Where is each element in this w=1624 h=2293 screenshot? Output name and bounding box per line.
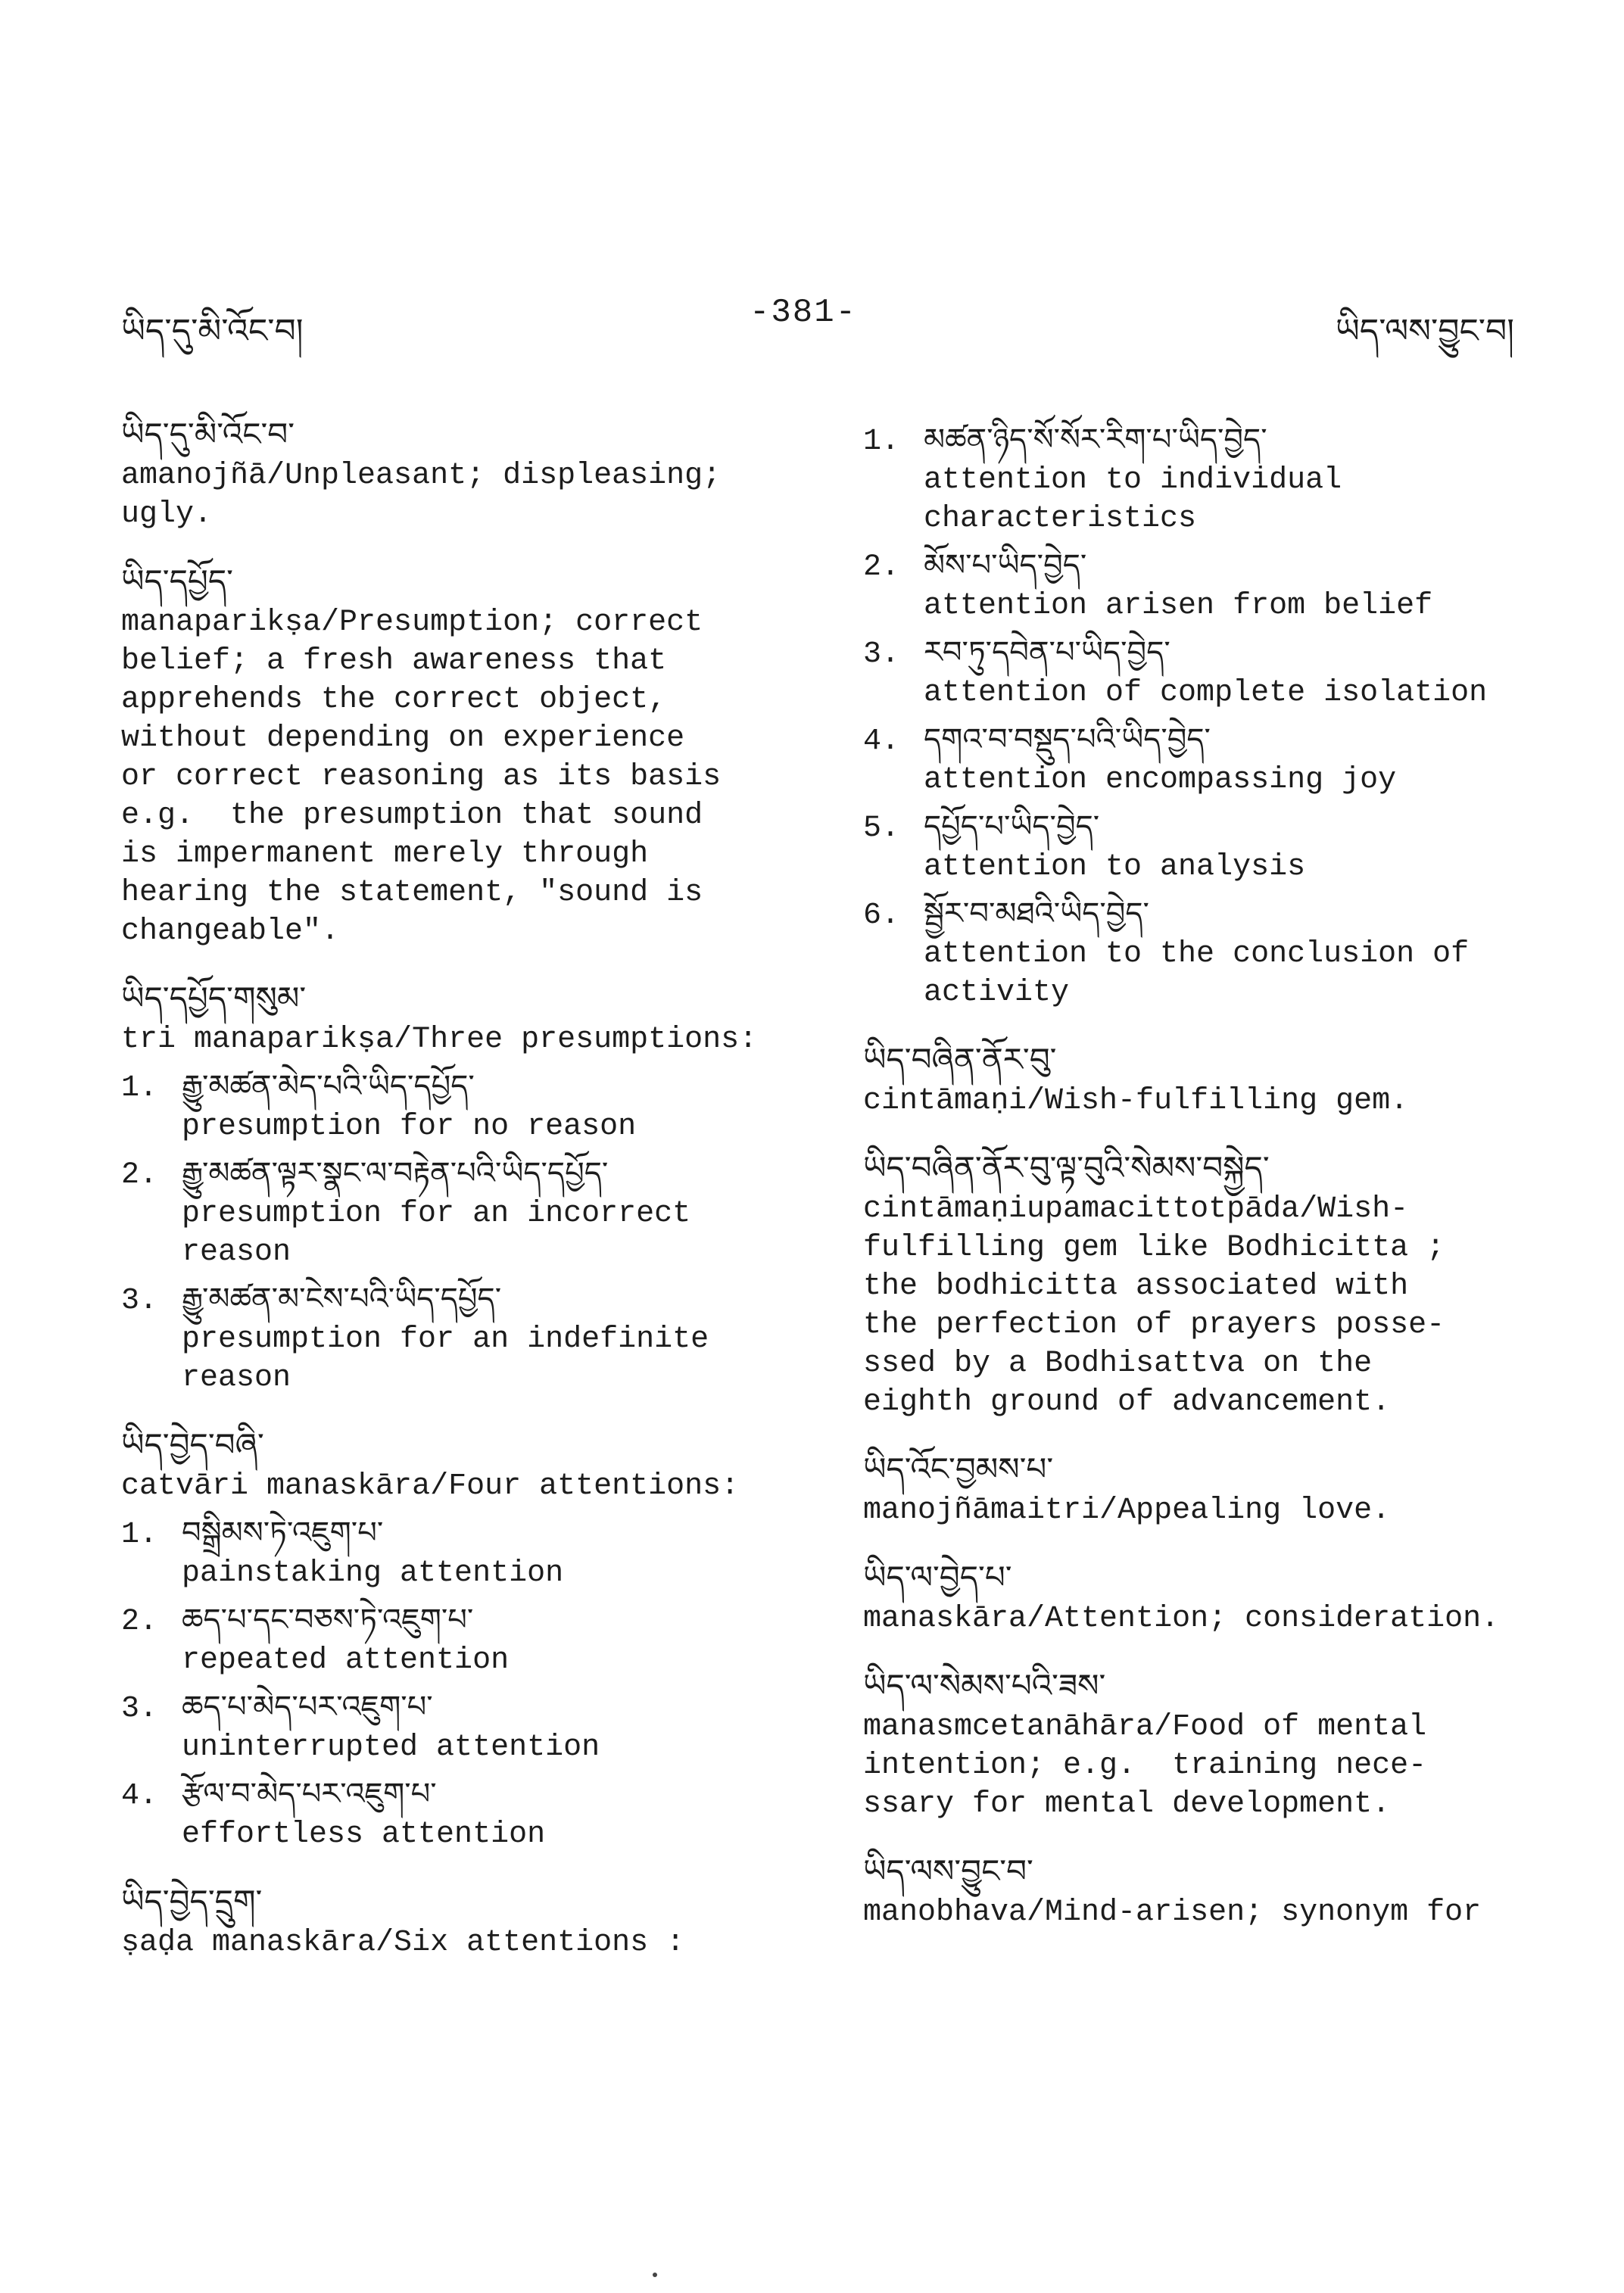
entry-headword: ཡིད་དུ་མི་འོང་བ་ xyxy=(121,416,295,453)
item-number: 1. xyxy=(121,1518,158,1552)
numbered-item xyxy=(863,805,1590,886)
item-tibetan: རྩོལ་བ་མེད་པར་འཇུག་པ་ xyxy=(182,1777,437,1812)
dictionary-entry xyxy=(863,419,1590,1012)
entry-definition: cintāmaṇiupamacittotpāda/Wish- fulfilling gem like Bodhicitta ; the bodhicitta associated with the perfection of prayers posse- ssed by a Bodhisattva on the eighth ground of advancement. xyxy=(863,1192,1445,1419)
header-right-title: ཡིད་ལས་བྱུང་བ། xyxy=(1335,312,1514,350)
item-tibetan: རྒྱུ་མཚན་མ་ངེས་པའི་ཡིད་དཔྱོད་ xyxy=(182,1282,502,1316)
item-tibetan: མཚན་ཉིད་སོ་སོར་རིག་པ་ཡིད་བྱེད་ xyxy=(924,422,1267,457)
item-number: 2. xyxy=(121,1605,158,1639)
entry-headword: ཡིད་དཔྱོད་གསུམ་ xyxy=(121,980,307,1017)
item-translation: effortless attention xyxy=(182,1818,546,1852)
entry-headword: ཡིད་བྱེད་བཞི་ xyxy=(121,1426,264,1463)
numbered-item xyxy=(121,1152,803,1272)
entry-definition: tri manaparikṣa/Three presumptions: xyxy=(121,1023,758,1057)
dictionary-entry xyxy=(863,1447,1590,1530)
item-tibetan: དཔྱོད་པ་ཡིད་བྱེད་ xyxy=(924,809,1100,844)
numbered-item xyxy=(863,631,1590,712)
dictionary-entry xyxy=(863,1556,1590,1638)
entry-definition: catvāri manaskāra/Four attentions: xyxy=(121,1469,740,1503)
dictionary-entry xyxy=(863,1664,1590,1824)
left-column xyxy=(121,413,803,1988)
entry-headword: ཡིད་འོང་བྱམས་པ་ xyxy=(863,1450,1054,1488)
item-translation: attention to individual characteristics xyxy=(924,463,1342,536)
item-translation: uninterrupted attention xyxy=(182,1731,600,1765)
dictionary-entry xyxy=(863,1146,1590,1422)
item-tibetan: ཆད་པ་མེད་པར་འཇུག་པ་ xyxy=(182,1690,433,1724)
entry-headword: ཡིད་བཞིན་ནོར་བུ་ xyxy=(863,1041,1057,1078)
numbered-item xyxy=(863,718,1590,799)
dictionary-entry xyxy=(863,1038,1590,1120)
item-number: 3. xyxy=(121,1692,158,1726)
dictionary-entry xyxy=(121,1880,803,1962)
item-tibetan: རྒྱུ་མཚན་མེད་པའི་ཡིད་དཔྱོད་ xyxy=(182,1069,475,1104)
item-tibetan: དགའ་བ་བསྡུད་པའི་ཡིད་བྱེད་ xyxy=(924,722,1211,757)
dictionary-entry xyxy=(863,1849,1590,1932)
entry-definition: ṣaḍa manaskāra/Six attentions : xyxy=(121,1926,685,1960)
header-left-title: ཡིད་དུ་མི་འོང་བ། xyxy=(121,312,304,350)
entry-headword: ཡིད་ལ་བྱེད་པ་ xyxy=(863,1559,1012,1596)
dictionary-entry xyxy=(121,413,803,534)
item-number: 4. xyxy=(121,1779,158,1813)
item-tibetan: རབ་ཏུ་དབེན་པ་ཡིད་བྱེད་ xyxy=(924,635,1170,670)
item-tibetan: སྦྱོར་བ་མཐའི་ཡིད་བྱེད་ xyxy=(924,896,1149,931)
entry-headword: ཡིད་ལས་བྱུང་བ་ xyxy=(863,1852,1033,1890)
item-number: 2. xyxy=(121,1158,158,1192)
item-number: 5. xyxy=(863,812,900,846)
page-number: -381- xyxy=(750,294,858,332)
entry-headword: ཡིད་བྱེད་དྲུག་ xyxy=(121,1883,263,1920)
entry-definition: cintāmaṇi/Wish-fulfilling gem. xyxy=(863,1084,1409,1118)
item-translation: painstaking attention xyxy=(182,1556,564,1590)
item-translation: attention to analysis xyxy=(924,850,1306,884)
numbered-item xyxy=(121,1065,803,1146)
item-translation: presumption for an incorrect reason xyxy=(182,1197,691,1270)
dictionary-entry xyxy=(121,977,803,1397)
item-number: 3. xyxy=(863,637,900,671)
numbered-item xyxy=(121,1773,803,1854)
item-tibetan: ཆད་པ་དང་བཅས་ཏེ་འཇུག་པ་ xyxy=(182,1603,474,1637)
item-translation: attention of complete isolation xyxy=(924,676,1488,710)
right-column xyxy=(863,413,1590,1958)
item-tibetan: བསྒྲིམས་ཏེ་འཇུག་པ་ xyxy=(182,1516,384,1550)
entry-definition: amanojñā/Unpleasant; displeasing; ugly. xyxy=(121,459,722,531)
entry-definition: manobhava/Mind-arisen; synonym for xyxy=(863,1896,1482,1930)
item-tibetan: མོས་པ་ཡིད་བྱེད་ xyxy=(924,548,1087,583)
item-number: 4. xyxy=(863,724,900,759)
item-translation: repeated attention xyxy=(182,1643,510,1678)
numbered-item xyxy=(121,1686,803,1767)
item-translation: attention encompassing joy xyxy=(924,763,1397,797)
scan-mark xyxy=(653,2273,657,2277)
entry-definition: manojñāmaitri/Appealing love. xyxy=(863,1494,1391,1528)
numbered-item xyxy=(121,1278,803,1397)
item-tibetan: རྒྱུ་མཚན་ལྟར་སྣང་ལ་བརྟེན་པའི་ཡིད་དཔྱོད་ xyxy=(182,1156,609,1191)
item-translation: presumption for an indefinite reason xyxy=(182,1323,709,1395)
entry-headword: ཡིད་དཔྱོད་ xyxy=(121,562,233,600)
entry-definition: manaskāra/Attention; consideration. xyxy=(863,1602,1500,1636)
item-number: 2. xyxy=(863,550,900,584)
item-number: 6. xyxy=(863,899,900,933)
entry-definition: manaparikṣa/Presumption; correct belief; a fresh awareness that apprehends the correct object, without depending on experience or correct reasoning as its basis e.g. the presumption that sound is impermanent merely through hearing the statement, "sound is changeable". xyxy=(121,606,722,949)
entry-headword: ཡིད་ལ་སེམས་པའི་ཟས་ xyxy=(863,1667,1106,1704)
entry-definition: manasmcetanāhāra/Food of mental intention; e.g. training nece- ssary for mental development. xyxy=(863,1710,1427,1821)
numbered-item xyxy=(121,1599,803,1680)
numbered-item xyxy=(863,544,1590,625)
dictionary-entry xyxy=(121,559,803,951)
item-number: 3. xyxy=(121,1284,158,1318)
numbered-item xyxy=(863,419,1590,538)
dictionary-entry xyxy=(121,1423,803,1854)
numbered-item xyxy=(863,893,1590,1012)
item-number: 1. xyxy=(863,425,900,459)
item-translation: presumption for no reason xyxy=(182,1110,637,1144)
item-translation: attention arisen from belief xyxy=(924,589,1433,623)
item-translation: attention to the conclusion of activity xyxy=(924,937,1470,1010)
item-number: 1. xyxy=(121,1071,158,1105)
entry-headword: ཡིད་བཞིན་ནོར་བུ་ལྟ་བུའི་སེམས་བསྐྱེད་ xyxy=(863,1149,1270,1186)
numbered-item xyxy=(121,1512,803,1593)
